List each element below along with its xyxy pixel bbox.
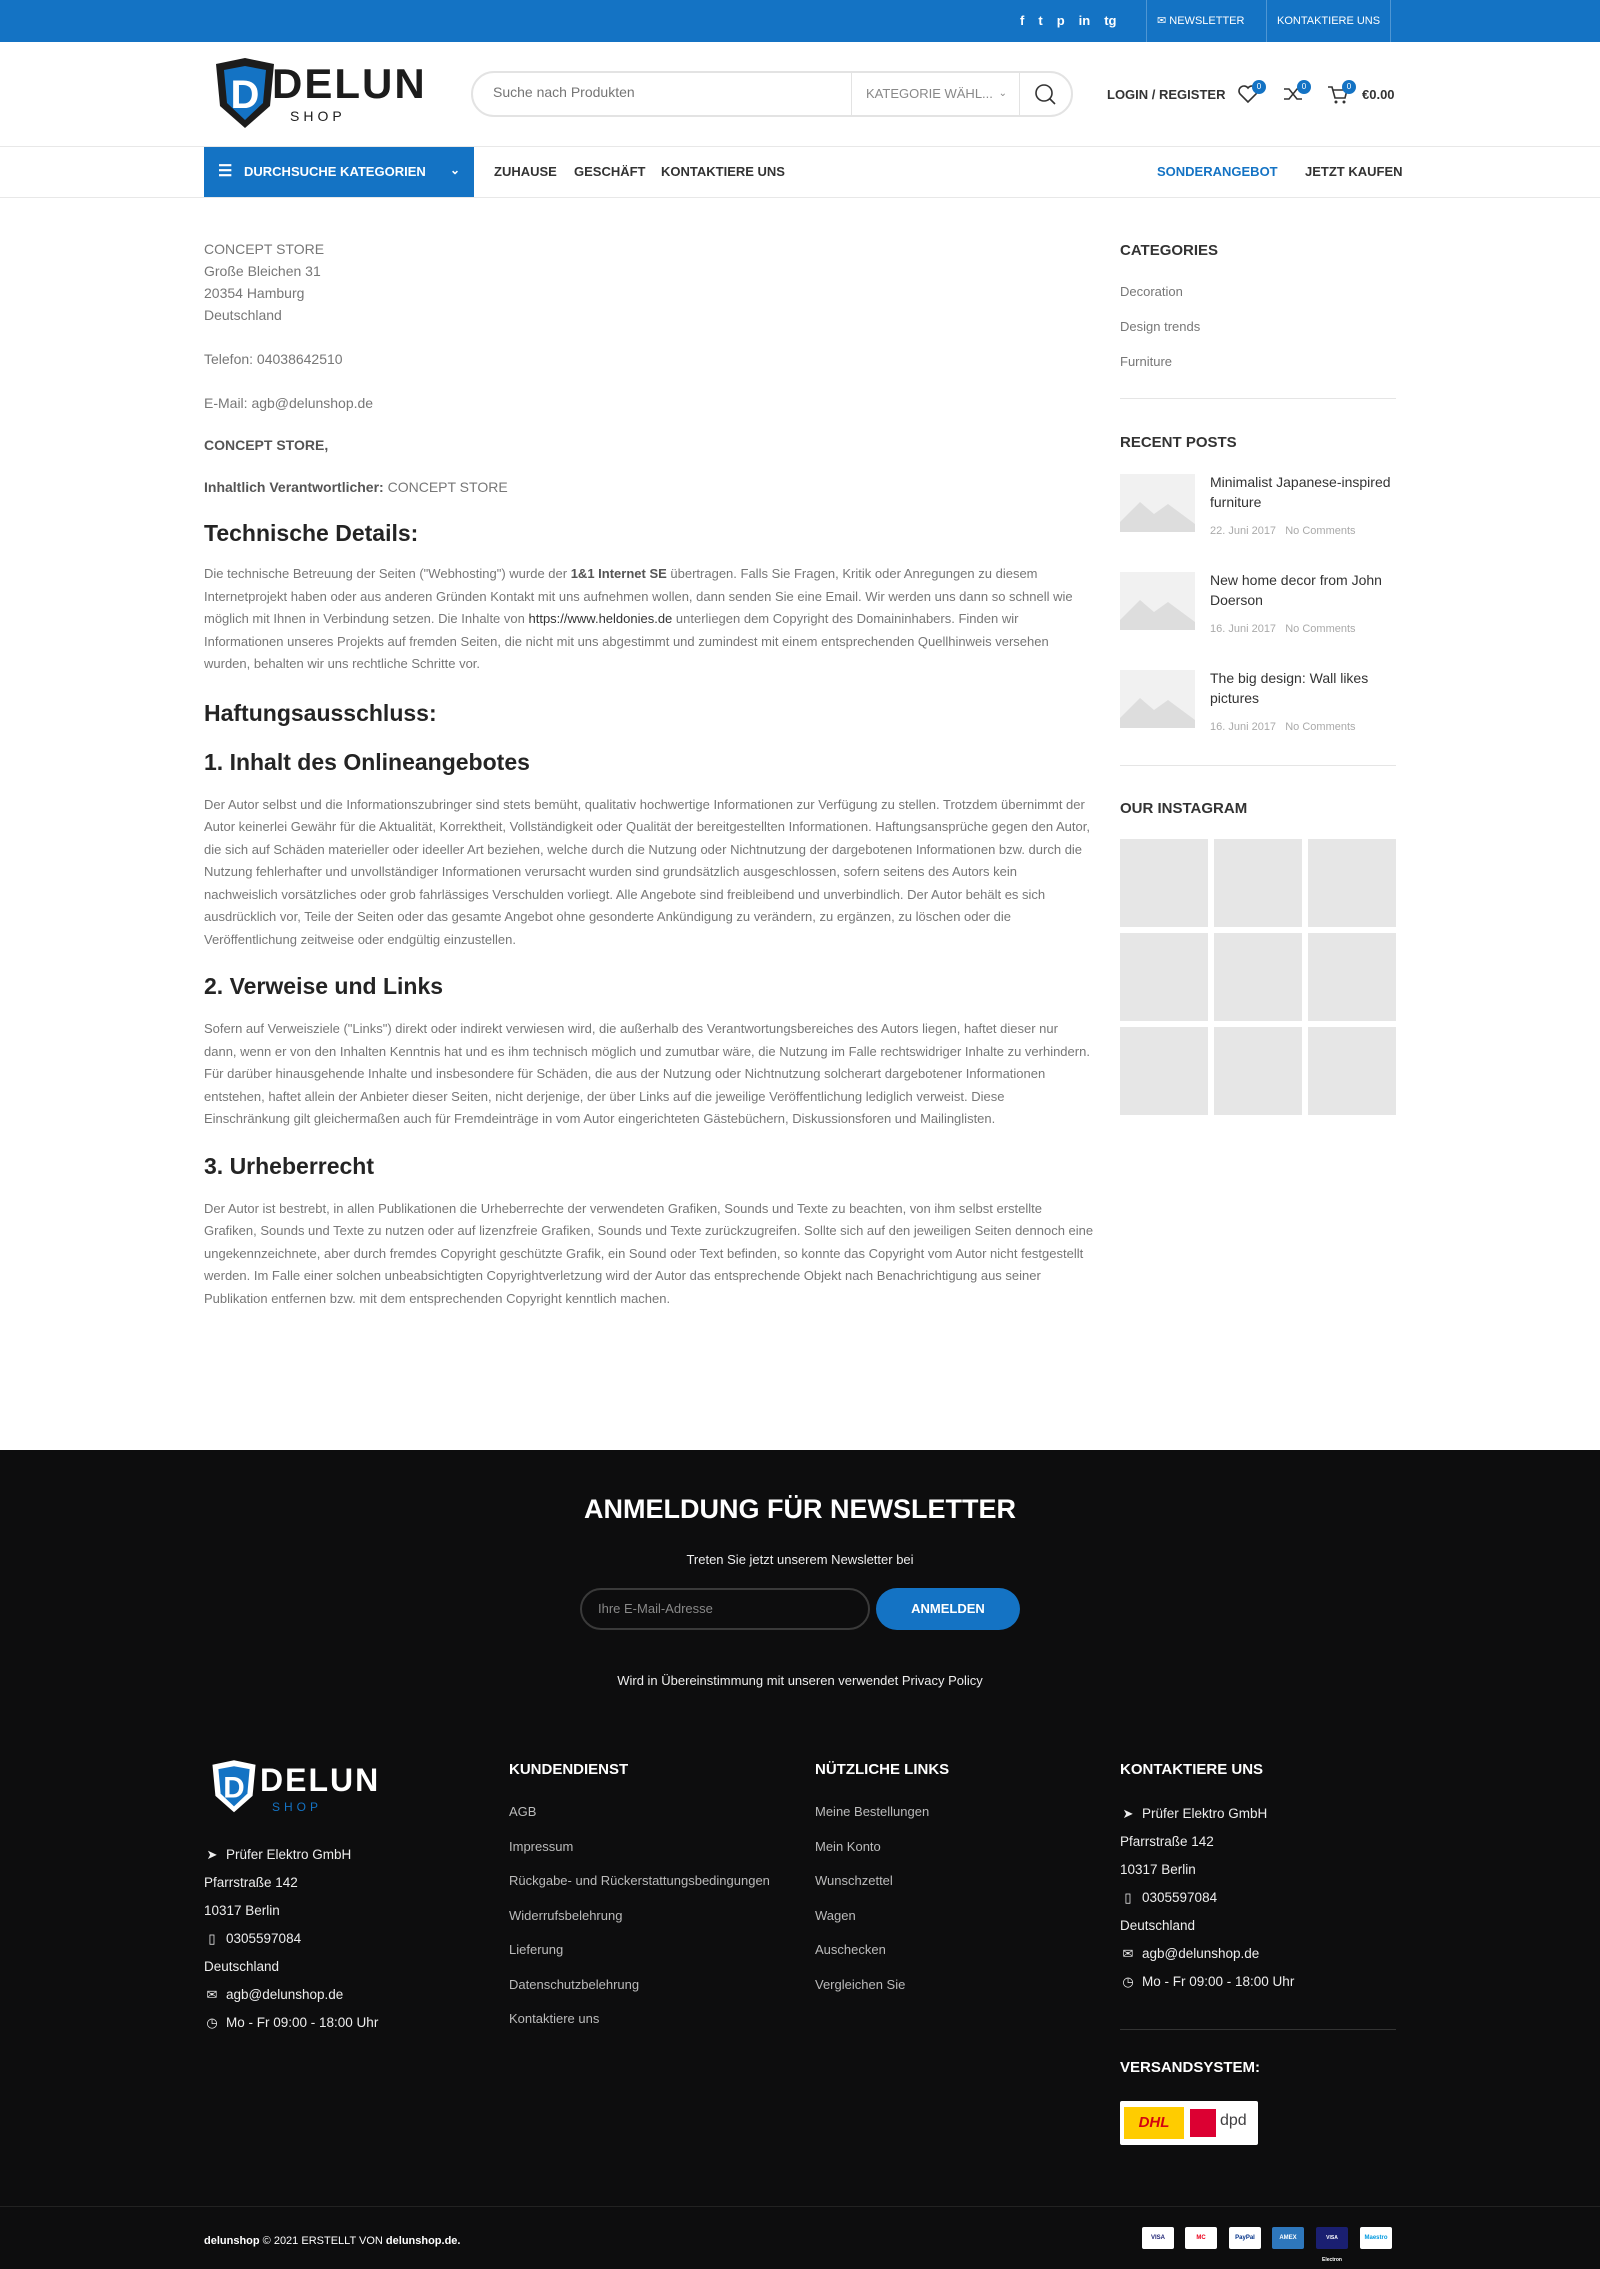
newsletter-subtitle: Treten Sie jetzt unserem Newsletter bei (686, 1552, 914, 1567)
footer-link-orders[interactable]: Meine Bestellungen (815, 1804, 930, 1819)
section3-paragraph: Der Autor ist bestrebt, in allen Publikationen die Urheberrechte der verwendeten Grafiken, Sounds und Texte zu beachten, von ihm selbst erstellte Grafiken, Sounds und Texte zu nutzen oder auf lizenzfreie Grafiken, Sounds und Texte zurückzugreifen. Sollte sich auf den jeweiligen Seiten dennoch eine ungekennzeichnete, aber durch fremdes Copyright geschützte Grafik, ein Sound oder Text befinden, so konnte das Copyright vom Autor nicht festgestellt werden. Im Falle einer solchen unbeabsichtigten Copyrightverletzung wird der Autor das entsprechende Objekt nach Benachrichtigung aus seiner Publikation entfernen bzw. mit dem entsprechenden Copyright kenntlich machen. (204, 1200, 1094, 1306)
post-title[interactable]: Minimalist Japanese-inspired furniture (1210, 474, 1391, 510)
instagram-image[interactable] (1308, 933, 1396, 1021)
image-placeholder-icon (1120, 474, 1195, 532)
categories-title: CATEGORIES (1120, 242, 1219, 259)
newsletter-link[interactable]: ✉ NEWSLETTER (1146, 0, 1254, 42)
footer-link-delivery[interactable]: Lieferung (509, 1942, 564, 1957)
website-link[interactable]: https://www.heldonies.de (528, 611, 673, 626)
section2-heading: 2. Verweise und Links (204, 973, 444, 999)
instagram-image[interactable] (1120, 933, 1208, 1021)
post-thumbnail[interactable] (1120, 670, 1195, 728)
post-meta: 22. Juni 2017 No Comments (1210, 525, 1356, 537)
instagram-image[interactable] (1308, 1027, 1396, 1115)
tech-paragraph: Die technische Betreuung der Seiten ("Webhosting") wurde der 1&1 Internet SE übertragen. Falls Sie Fragen, Kritik oder Anregungen zu diesem Internetprojekt haben oder aus anderen Gründen Kontakt mit uns aufnehmen wollen, dann senden Sie eine Email. Wir werden uns dann so schnell wie möglich mit Ihnen in Verbindung setzen. Die Inhalte von https://www.heldonies.de unterliegen dem Copyright des Domaininhabers. Finden wir Informationen unseres Projekts auf fremden Seiten, die nicht mit uns abgestimmt und zumindest mit einem entsprechenden Quellhinweis versehen wurden, behalten wir uns rechtliche Schritte vor. (204, 566, 1073, 671)
recent-posts-title: RECENT POSTS (1120, 434, 1237, 451)
chevron-down-icon: ⌄ (998, 88, 1007, 99)
chevron-down-icon: ⌄ (449, 163, 460, 177)
post-thumbnail[interactable] (1120, 474, 1195, 532)
footer-link-account[interactable]: Mein Konto (815, 1839, 881, 1854)
search-icon (1020, 73, 1072, 115)
menu-icon: ☰ (218, 163, 233, 180)
top-bar (0, 0, 1600, 42)
shield-logo-icon (210, 56, 280, 132)
visa-electron-icon: VISA Electron (1316, 2227, 1348, 2249)
footer-link-impressum[interactable]: Impressum (509, 1839, 574, 1854)
phone-icon: ▯ (1124, 1890, 1132, 1905)
location-arrow-icon: ➤ (1122, 1806, 1134, 1821)
logo-text: DELUN (272, 60, 427, 107)
amex-icon: AMEX (1272, 2227, 1304, 2249)
mail-icon: ✉ (1122, 1946, 1134, 1961)
contact-title: KONTAKTIERE UNS (1120, 1761, 1264, 1778)
telegram-icon[interactable]: tg (1104, 13, 1117, 28)
copyright: delunshop © 2021 ERSTELLT VON delunshop.de. (204, 2235, 461, 2247)
nav-shop[interactable]: GESCHÄFT (574, 164, 646, 179)
instagram-title: OUR INSTAGRAM (1120, 800, 1248, 817)
shipping-title: VERSANDSYSTEM: (1120, 2059, 1261, 2076)
nav-special-offer[interactable]: SONDERANGEBOT (1157, 164, 1278, 179)
footer-link-compare[interactable]: Vergleichen Sie (815, 1977, 906, 1992)
search-bar (471, 71, 1073, 117)
responsible-text: Inhaltlich Verantwortlicher: CONCEPT STORE (204, 479, 508, 495)
phone-text: Telefon: 04038642510 (204, 351, 343, 367)
newsletter-title: ANMELDUNG FÜR NEWSLETTER (584, 1494, 1016, 1524)
logo-text: DELUN (260, 1762, 381, 1798)
mastercard-icon: MC (1185, 2227, 1217, 2249)
svg-text:D: D (230, 73, 260, 117)
shield-logo-icon (208, 1758, 260, 1816)
shipping-logos (1120, 2101, 1258, 2145)
divider (1120, 765, 1396, 766)
divider (0, 197, 1600, 198)
dhl-logo: DHL (1124, 2107, 1184, 2139)
clock-icon: ◷ (1122, 1974, 1134, 1989)
paypal-icon: PayPal (1229, 2227, 1261, 2249)
imprint-content (204, 238, 1094, 1310)
location-arrow-icon: ➤ (206, 1847, 218, 1862)
category-select[interactable]: KATEGORIE WÄHL... ⌄ (851, 73, 1021, 115)
post-title[interactable]: The big design: Wall likes pictures (1210, 670, 1369, 706)
social-links (1020, 13, 1116, 28)
compare-count: 0 (1297, 80, 1311, 94)
phone-icon: ▯ (208, 1931, 216, 1946)
instagram-image[interactable] (1120, 1027, 1208, 1115)
post-thumbnail[interactable] (1120, 572, 1195, 630)
address-line: CONCEPT STORE (204, 241, 325, 257)
newsletter-email-input[interactable]: Ihre E-Mail-Adresse (580, 1588, 870, 1630)
disclaimer-heading: Haftungsausschluss: (204, 699, 437, 726)
address-line: Deutschland (204, 307, 282, 323)
company-text: CONCEPT STORE, (204, 437, 329, 453)
dpd-cube-icon (1190, 2109, 1216, 2137)
footer-link-checkout[interactable]: Auschecken (815, 1942, 886, 1957)
category-link[interactable]: Design trends (1120, 319, 1201, 334)
pinterest-icon[interactable]: p (1056, 13, 1065, 28)
dpd-logo: dpd (1220, 2112, 1247, 2129)
image-placeholder-icon (1120, 572, 1195, 630)
cart-button[interactable] (1326, 82, 1350, 109)
instagram-image[interactable] (1308, 839, 1396, 927)
search-input[interactable] (493, 84, 793, 100)
cart-total: €0.00 (1362, 87, 1395, 102)
svg-text:D: D (223, 1771, 245, 1805)
contact-link[interactable]: KONTAKTIERE UNS (1266, 0, 1391, 42)
wishlist-button[interactable] (1236, 82, 1260, 109)
instagram-image[interactable] (1214, 1027, 1302, 1115)
category-link[interactable]: Furniture (1120, 354, 1173, 369)
footer-link-cart[interactable]: Wagen (815, 1908, 856, 1923)
divider (1120, 2029, 1396, 2030)
browse-categories-button[interactable]: ☰ DURCHSUCHE KATEGORIEN ⌄ (204, 147, 474, 197)
post-meta: 16. Juni 2017 No Comments (1210, 623, 1356, 635)
tech-heading: Technische Details: (204, 520, 419, 546)
section2-paragraph: Sofern auf Verweisziele ("Links") direkt oder indirekt verwiesen wird, die außerhalb des Verantwortungsbereiches des Autors liegen, haftet dieser nur dann, wenn er von den Inhalten Kenntnis hat und es ihm technisch möglich und zumutbar wäre, die Nutzung im Falle rechtswidriger Inhalte zu verhindern. Für darüber hinausgehende Inhalte und insbesondere für Schäden, die aus der Nutzung oder Nichtnutzung solcherart dargebotener Informationen entstehen, haftet allein der Anbieter dieser Seiten, nicht derjenige, der über Links auf die jeweilige Veröffentlichung lediglich verweist. Diese Einschränkung gilt gleichermaßen auch für Fremdeinträge in vom Autor eingerichteten Gästebüchern, Diskussionsforen und Mailinglisten. (204, 1021, 1090, 1126)
linkedin-icon[interactable]: in (1078, 13, 1091, 28)
email-text: E-Mail: agb@delunshop.de (204, 395, 374, 411)
section3-heading: 3. Urheberrecht (204, 1152, 375, 1179)
cart-count: 0 (1342, 80, 1356, 94)
customer-service-title: KUNDENDIENST (509, 1761, 629, 1778)
wishlist-count: 0 (1252, 80, 1266, 94)
nav-contact[interactable]: KONTAKTIERE UNS (661, 164, 785, 179)
facebook-icon[interactable]: f (1020, 13, 1025, 28)
divider (1120, 398, 1396, 399)
address-line: 20354 Hamburg (204, 285, 305, 301)
footer-link-privacy[interactable]: Datenschutzbelehrung (509, 1977, 640, 1992)
section1-paragraph: Der Autor selbst und die Informationszubringer sind stets bemüht, qualitativ hochwertige Informationen zur Verfügung zu stellen. Trotzdem übernimmt der Autor keinerlei Gewähr für die Aktualität, Korrektheit, Vollständigkeit oder Qualität der bereitgestellten Informationen. Haftungsansprüche gegen den Autor, die sich auf Schäden materieller oder ideeller Art beziehen, welche durch die Nutzung oder Nichtnutzung der dargebotenen Informationen bzw. durch die Nutzung fehlerhafter und unvollständiger Informationen verursacht wurden sind grundsätzlich ausgeschlossen, sofern seitens des Autors kein nachweislich vorsätzliches oder grob fahrlässiges Verschulden vorliegt. Alle Angebote sind freibleibend und unverbindlich. Der Autor behält es sich ausdrücklich vor, Teile der Seiten oder das gesamte Angebot ohne gesonderte Ankündigung zu verändern, zu ergänzen, zu löschen oder die Veröffentlichung zeitweise oder endgültig einzustellen. (204, 796, 1090, 947)
post-meta: 16. Juni 2017 No Comments (1210, 721, 1356, 733)
footer (0, 1450, 1600, 2269)
address-line: Große Bleichen 31 (204, 263, 321, 279)
instagram-image[interactable] (1214, 839, 1302, 927)
mail-icon: ✉ (206, 1987, 218, 2002)
divider (0, 2206, 1600, 2207)
logo[interactable] (210, 56, 450, 132)
footer-link-returns[interactable]: Rückgabe- und Rückerstattungsbedingungen (509, 1873, 770, 1888)
post-title[interactable]: New home decor from John Doerson (1210, 572, 1382, 608)
footer-address: ➤ Prüfer Elektro GmbH Pfarrstraße 142 10317 Berlin ▯ 0305597084 Deutschland ✉ agb@delunshop.de ◷ Mo - Fr 09:00 - 18:00 Uhr (204, 1841, 378, 2037)
footer-link-wishlist[interactable]: Wunschzettel (815, 1873, 893, 1888)
image-placeholder-icon (1120, 670, 1195, 728)
nav-home[interactable]: ZUHAUSE (494, 164, 557, 179)
mail-icon: ✉ (1157, 15, 1170, 27)
useful-links-title: NÜTZLICHE LINKS (815, 1761, 950, 1778)
maestro-icon: Maestro (1360, 2227, 1392, 2249)
clock-icon: ◷ (206, 2015, 218, 2030)
footer-contact: ➤ Prüfer Elektro GmbH Pfarrstraße 142 10317 Berlin ▯ 0305597084 Deutschland ✉ agb@delunshop.de ◷ Mo - Fr 09:00 - 18:00 Uhr (1120, 1800, 1294, 1996)
search-button[interactable] (1019, 73, 1071, 115)
footer-link-contact[interactable]: Kontaktiere uns (509, 2011, 600, 2026)
footer-link-agb[interactable]: AGB (509, 1804, 537, 1819)
nav-buy-now[interactable]: JETZT KAUFEN (1305, 164, 1403, 179)
category-link[interactable]: Decoration (1120, 284, 1183, 299)
compare-button[interactable] (1281, 82, 1305, 109)
instagram-image[interactable] (1214, 933, 1302, 1021)
twitter-icon[interactable]: t (1038, 13, 1043, 28)
footer-link-withdrawal[interactable]: Widerrufsbelehrung (509, 1908, 623, 1923)
privacy-note: Wird in Übereinstimmung mit unseren verwendet Privacy Policy (617, 1673, 983, 1688)
visa-icon: VISA (1142, 2227, 1174, 2249)
login-link[interactable]: LOGIN / REGISTER (1107, 87, 1226, 102)
instagram-image[interactable] (1120, 839, 1208, 927)
subscribe-button[interactable]: ANMELDEN (876, 1588, 1020, 1630)
section1-heading: 1. Inhalt des Onlineangebotes (204, 748, 530, 775)
logo-sub: SHOP (290, 108, 346, 124)
footer-logo[interactable] (208, 1758, 408, 1818)
logo-sub: SHOP (272, 1800, 323, 1814)
